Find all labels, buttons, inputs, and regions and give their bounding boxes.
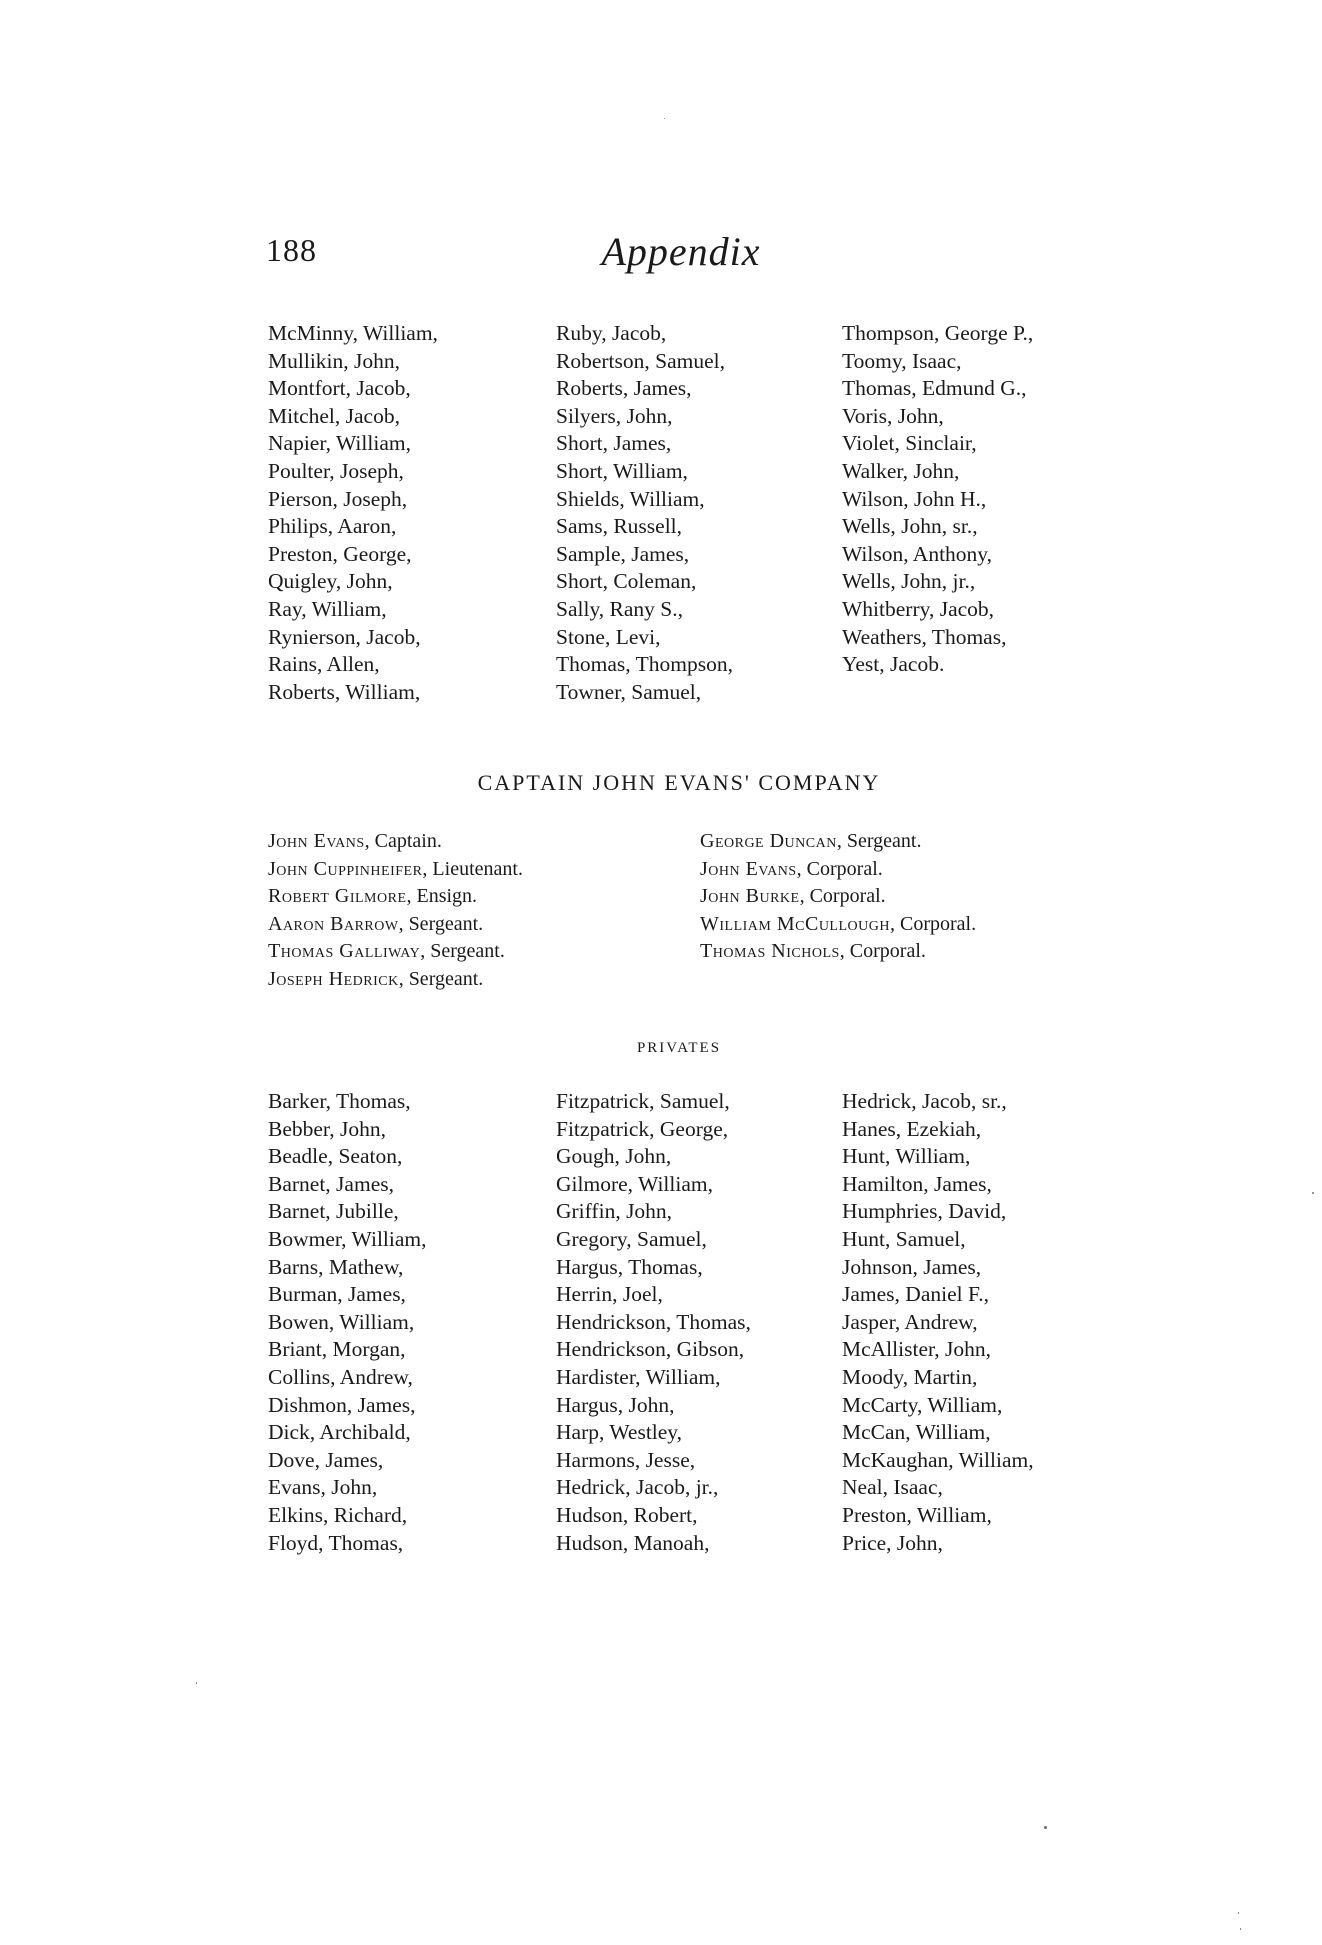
private-entry: Hendrickson, Thomas, bbox=[556, 1309, 751, 1334]
officers-column-left bbox=[268, 828, 523, 994]
private-entry: Barns, Mathew, bbox=[268, 1254, 404, 1279]
officer-name: Thomas Nichols bbox=[700, 940, 840, 963]
roster-entry: Toomy, Isaac, bbox=[842, 348, 962, 373]
roster-entry: Sample, James, bbox=[556, 541, 690, 566]
roster-entry: Silyers, John, bbox=[556, 403, 673, 428]
privates-column-1 bbox=[268, 1088, 427, 1557]
scan-speck bbox=[1240, 1928, 1241, 1930]
private-entry: Hardister, William, bbox=[556, 1364, 721, 1389]
officer-name: William McCullough bbox=[700, 912, 890, 935]
roster-entry: Roberts, James, bbox=[556, 376, 692, 401]
officer-entry bbox=[700, 856, 976, 884]
private-entry: Elkins, Richard, bbox=[268, 1502, 408, 1527]
roster-entry: Pierson, Joseph, bbox=[268, 486, 408, 511]
officer-entry bbox=[268, 911, 523, 939]
private-entry: Barker, Thomas, bbox=[268, 1089, 411, 1113]
officer-entry bbox=[268, 938, 523, 966]
officer-rank: , Corporal. bbox=[796, 857, 883, 880]
officer-rank: , Ensign. bbox=[406, 885, 478, 908]
roster-entry: Shields, William, bbox=[556, 486, 705, 511]
private-entry: Moody, Martin, bbox=[842, 1364, 978, 1389]
private-entry: Evans, John, bbox=[268, 1475, 378, 1500]
private-entry: Harmons, Jesse, bbox=[556, 1447, 696, 1472]
privates-heading: PRIVATES bbox=[636, 1040, 722, 1056]
private-entry: Burman, James, bbox=[268, 1282, 406, 1307]
roster-entry: Weathers, Thomas, bbox=[842, 624, 1007, 649]
roster-entry: Violet, Sinclair, bbox=[842, 431, 977, 456]
private-entry: Hanes, Ezekiah, bbox=[842, 1116, 982, 1141]
private-entry: Preston, William, bbox=[842, 1502, 992, 1527]
roster-entry: Wilson, Anthony, bbox=[842, 541, 993, 566]
private-entry: Bebber, John, bbox=[268, 1116, 386, 1141]
private-entry: Hamilton, James, bbox=[842, 1171, 992, 1196]
roster-entry: McMinny, William, bbox=[268, 321, 438, 345]
roster-entry: Thomas, Edmund G., bbox=[842, 376, 1027, 401]
private-entry: Gregory, Samuel, bbox=[556, 1226, 707, 1251]
private-entry: Price, John, bbox=[842, 1530, 943, 1555]
officer-rank: , Sergeant. bbox=[420, 940, 505, 963]
roster-entry: Thomas, Thompson, bbox=[556, 652, 733, 677]
roster-entry: Robertson, Samuel, bbox=[556, 348, 725, 373]
private-entry: Hargus, John, bbox=[556, 1392, 675, 1417]
private-entry: Beadle, Seaton, bbox=[268, 1144, 403, 1169]
roster-entry: Sams, Russell, bbox=[556, 514, 683, 539]
officer-name: George Duncan bbox=[700, 830, 837, 852]
private-entry: McKaughan, William, bbox=[842, 1447, 1034, 1472]
scan-speck bbox=[1238, 1912, 1239, 1914]
officer-entry bbox=[268, 966, 523, 994]
private-entry: Hedrick, Jacob, jr., bbox=[556, 1475, 719, 1500]
roster-entry: Rains, Allen, bbox=[268, 652, 380, 677]
private-entry: Hargus, Thomas, bbox=[556, 1254, 703, 1279]
roster-entry: Wells, John, sr., bbox=[842, 514, 978, 539]
officer-rank: , Corporal. bbox=[839, 940, 926, 963]
private-entry: Barnet, Jubille, bbox=[268, 1199, 399, 1224]
officer-name: John Evans bbox=[268, 830, 365, 852]
roster-entry: Roberts, William, bbox=[268, 679, 421, 704]
private-entry: Collins, Andrew, bbox=[268, 1364, 413, 1389]
roster-entry: Napier, William, bbox=[268, 431, 411, 456]
private-entry: James, Daniel F., bbox=[842, 1282, 989, 1307]
officer-entry bbox=[268, 856, 523, 884]
officer-name: Thomas Galliway bbox=[268, 940, 421, 963]
private-entry: Hudson, Robert, bbox=[556, 1502, 698, 1527]
private-entry: Griffin, John, bbox=[556, 1199, 673, 1224]
page-number: 188 bbox=[266, 232, 317, 268]
private-entry: Gilmore, William, bbox=[556, 1171, 713, 1196]
private-entry: McCarty, William, bbox=[842, 1392, 1003, 1417]
roster-entry: Preston, George, bbox=[268, 541, 412, 566]
scan-speck bbox=[664, 118, 665, 119]
roster-entry: Wilson, John H., bbox=[842, 486, 987, 511]
roster-entry: Towner, Samuel, bbox=[556, 679, 702, 704]
officer-name: John Evans bbox=[700, 857, 797, 880]
private-entry: Neal, Isaac, bbox=[842, 1475, 943, 1500]
roster-entry: Voris, John, bbox=[842, 403, 944, 428]
roster-entry: Ruby, Jacob, bbox=[556, 321, 667, 345]
private-entry: Floyd, Thomas, bbox=[268, 1530, 404, 1555]
roster-entry: Philips, Aaron, bbox=[268, 514, 397, 539]
roster-entry: Short, James, bbox=[556, 431, 672, 456]
roster-entry: Mullikin, John, bbox=[268, 348, 401, 373]
private-entry: Fitzpatrick, Samuel, bbox=[556, 1089, 730, 1113]
officer-rank: , Sergeant. bbox=[836, 830, 922, 852]
private-entry: Herrin, Joel, bbox=[556, 1282, 663, 1307]
scan-speck bbox=[1044, 1826, 1047, 1829]
private-entry: Gough, John, bbox=[556, 1144, 672, 1169]
company-heading: CAPTAIN JOHN EVANS' COMPANY bbox=[477, 770, 881, 795]
officer-rank: , Sergeant. bbox=[398, 912, 484, 935]
private-entry: Hunt, William, bbox=[842, 1144, 971, 1169]
officer-name: John Cuppinheifer bbox=[268, 857, 423, 880]
privates-column-2 bbox=[556, 1088, 751, 1557]
officer-rank: , Captain. bbox=[364, 830, 442, 852]
officer-entry bbox=[700, 883, 976, 911]
officer-rank: , Lieutenant. bbox=[422, 857, 523, 880]
private-entry: Jasper, Andrew, bbox=[842, 1309, 978, 1334]
private-entry: Hedrick, Jacob, sr., bbox=[842, 1089, 1007, 1113]
roster-entry: Montfort, Jacob, bbox=[268, 376, 411, 401]
roster-column-2 bbox=[556, 320, 733, 706]
officer-entry bbox=[268, 883, 523, 911]
roster-entry: Quigley, John, bbox=[268, 569, 393, 594]
roster-entry: Ray, William, bbox=[268, 596, 387, 621]
private-entry: Dishmon, James, bbox=[268, 1392, 416, 1417]
roster-entry: Sally, Rany S., bbox=[556, 596, 684, 621]
roster-entry: Thompson, George P., bbox=[842, 321, 1034, 345]
officer-entry bbox=[700, 938, 976, 966]
roster-entry: Short, William, bbox=[556, 458, 688, 483]
private-entry: Hunt, Samuel, bbox=[842, 1226, 966, 1251]
roster-entry: Short, Coleman, bbox=[556, 569, 697, 594]
private-entry: Bowen, William, bbox=[268, 1309, 415, 1334]
roster-entry: Stone, Levi, bbox=[556, 624, 661, 649]
roster-column-1 bbox=[268, 320, 438, 706]
private-entry: McCan, William, bbox=[842, 1420, 991, 1445]
officer-name: Robert Gilmore bbox=[268, 885, 407, 908]
page-title: Appendix bbox=[601, 229, 761, 274]
private-entry: Johnson, James, bbox=[842, 1254, 982, 1279]
privates-column-3 bbox=[842, 1088, 1034, 1557]
private-entry: Hudson, Manoah, bbox=[556, 1530, 710, 1555]
private-entry: Dick, Archibald, bbox=[268, 1420, 411, 1445]
roster-entry: Wells, John, jr., bbox=[842, 569, 976, 594]
officer-entry bbox=[700, 911, 976, 939]
officer-entry bbox=[268, 828, 523, 856]
officer-rank: , Sergeant. bbox=[398, 967, 484, 990]
roster-entry: Poulter, Joseph, bbox=[268, 458, 404, 483]
officer-name: John Burke bbox=[700, 885, 800, 908]
roster-entry: Mitchel, Jacob, bbox=[268, 403, 400, 428]
private-entry: Harp, Westley, bbox=[556, 1420, 683, 1445]
private-entry: Dove, James, bbox=[268, 1447, 384, 1472]
officer-name: Joseph Hedrick bbox=[268, 967, 399, 990]
roster-entry: Yest, Jacob. bbox=[842, 652, 945, 677]
officer-rank: , Corporal. bbox=[889, 912, 977, 935]
private-entry: Bowmer, William, bbox=[268, 1226, 427, 1251]
private-entry: Fitzpatrick, George, bbox=[556, 1116, 729, 1141]
private-entry: Briant, Morgan, bbox=[268, 1337, 406, 1362]
scan-speck bbox=[1312, 1192, 1314, 1194]
roster-entry: Walker, John, bbox=[842, 458, 960, 483]
officers-column-right bbox=[700, 828, 976, 966]
private-entry: Barnet, James, bbox=[268, 1171, 394, 1196]
officer-rank: , Corporal. bbox=[799, 885, 886, 908]
officer-entry bbox=[700, 828, 976, 856]
roster-column-3 bbox=[842, 320, 1033, 679]
roster-entry: Rynierson, Jacob, bbox=[268, 624, 421, 649]
officer-name: Aaron Barrow bbox=[268, 912, 399, 935]
roster-entry: Whitberry, Jacob, bbox=[842, 596, 995, 621]
scan-speck bbox=[196, 1682, 197, 1684]
private-entry: Hendrickson, Gibson, bbox=[556, 1337, 745, 1362]
private-entry: McAllister, John, bbox=[842, 1337, 992, 1362]
private-entry: Humphries, David, bbox=[842, 1199, 1007, 1224]
